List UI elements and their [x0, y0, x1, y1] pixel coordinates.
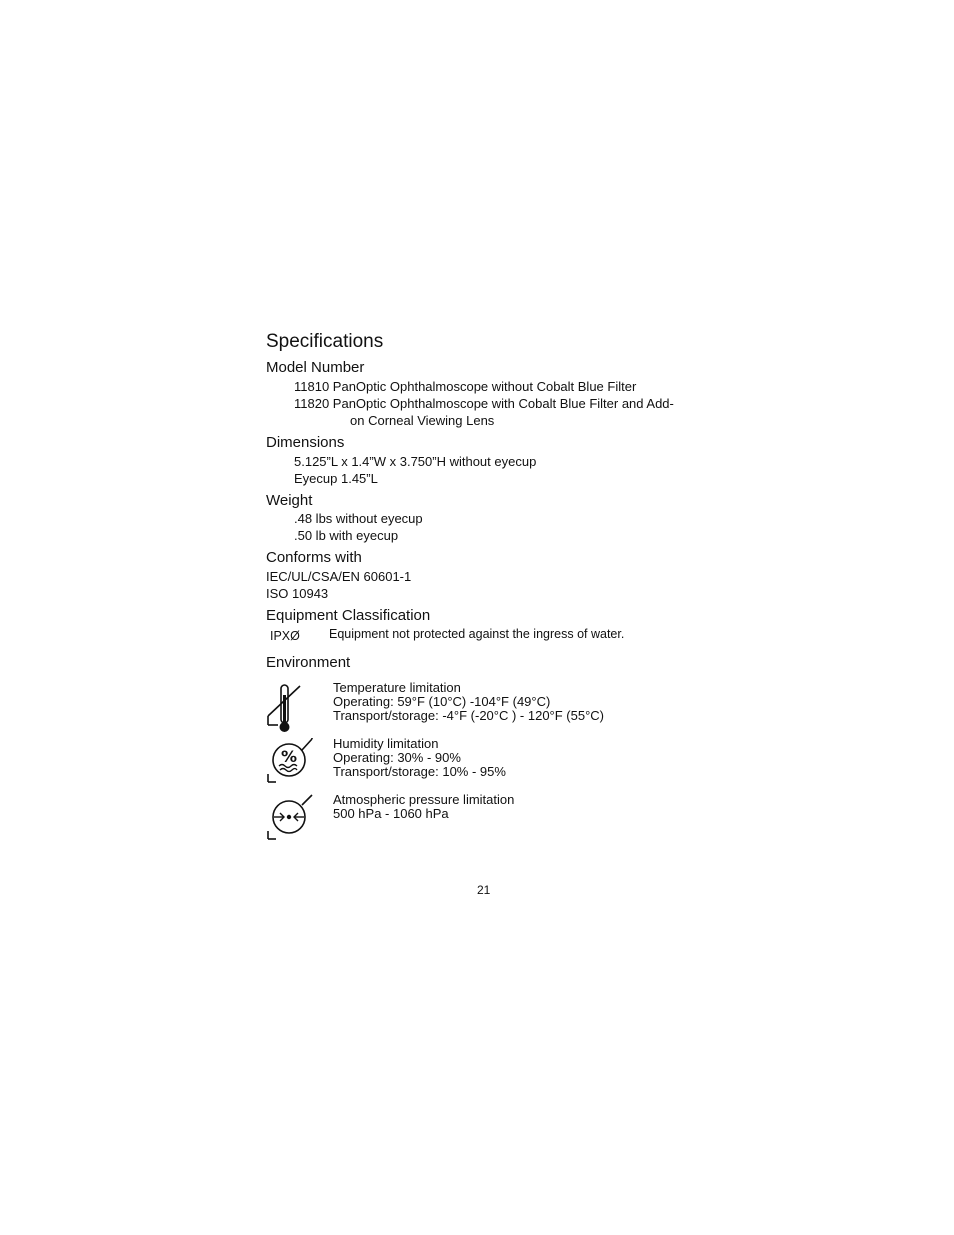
weight-line-2: .50 lb with eyecup	[294, 528, 399, 543]
humidity-label: Humidity limitation	[333, 736, 439, 751]
weight-line-1: .48 lbs without eyecup	[294, 511, 423, 526]
thermometer-icon	[266, 683, 302, 735]
pressure-label: Atmospheric pressure limitation	[333, 792, 515, 807]
pressure-icon	[266, 793, 314, 841]
model-line-2: 11820 PanOptic Ophthalmoscope with Cobalt Blue Filter and Add-	[294, 396, 674, 411]
environment-heading: Environment	[266, 654, 351, 671]
classification-code: IPXØ	[270, 629, 300, 643]
page-title: Specifications	[266, 331, 384, 352]
model-line-3: on Corneal Viewing Lens	[350, 413, 495, 428]
dimensions-line-1: 5.125”L x 1.4”W x 3.750”H without eyecup	[294, 454, 537, 469]
dimensions-heading: Dimensions	[266, 434, 345, 451]
svg-text:%: %	[280, 747, 298, 766]
dimensions-line-2: Eyecup 1.45”L	[294, 471, 378, 486]
humidity-operating: Operating: 30% - 90%	[333, 750, 461, 765]
pressure-range: 500 hPa - 1060 hPa	[333, 806, 449, 821]
temperature-label: Temperature limitation	[333, 680, 461, 695]
humidity-icon	[266, 736, 314, 784]
page-number: 21	[477, 883, 491, 897]
humidity-storage: Transport/storage: 10% - 95%	[333, 764, 506, 779]
temperature-storage: Transport/storage: -4°F (-20°C ) - 120°F (55°C)	[333, 708, 605, 723]
classification-desc: Equipment not protected against the ingress of water.	[329, 627, 625, 641]
conforms-heading: Conforms with	[266, 549, 362, 566]
model-line-1: 11810 PanOptic Ophthalmoscope without Cobalt Blue Filter	[294, 379, 637, 394]
classification-heading: Equipment Classification	[266, 607, 431, 624]
conforms-line-2: ISO 10943	[266, 586, 329, 601]
temperature-operating: Operating: 59°F (10°C) -104°F (49°C)	[333, 694, 551, 709]
weight-heading: Weight	[266, 492, 313, 509]
conforms-line-1: IEC/UL/CSA/EN 60601-1	[266, 569, 412, 584]
model-heading: Model Number	[266, 359, 365, 376]
